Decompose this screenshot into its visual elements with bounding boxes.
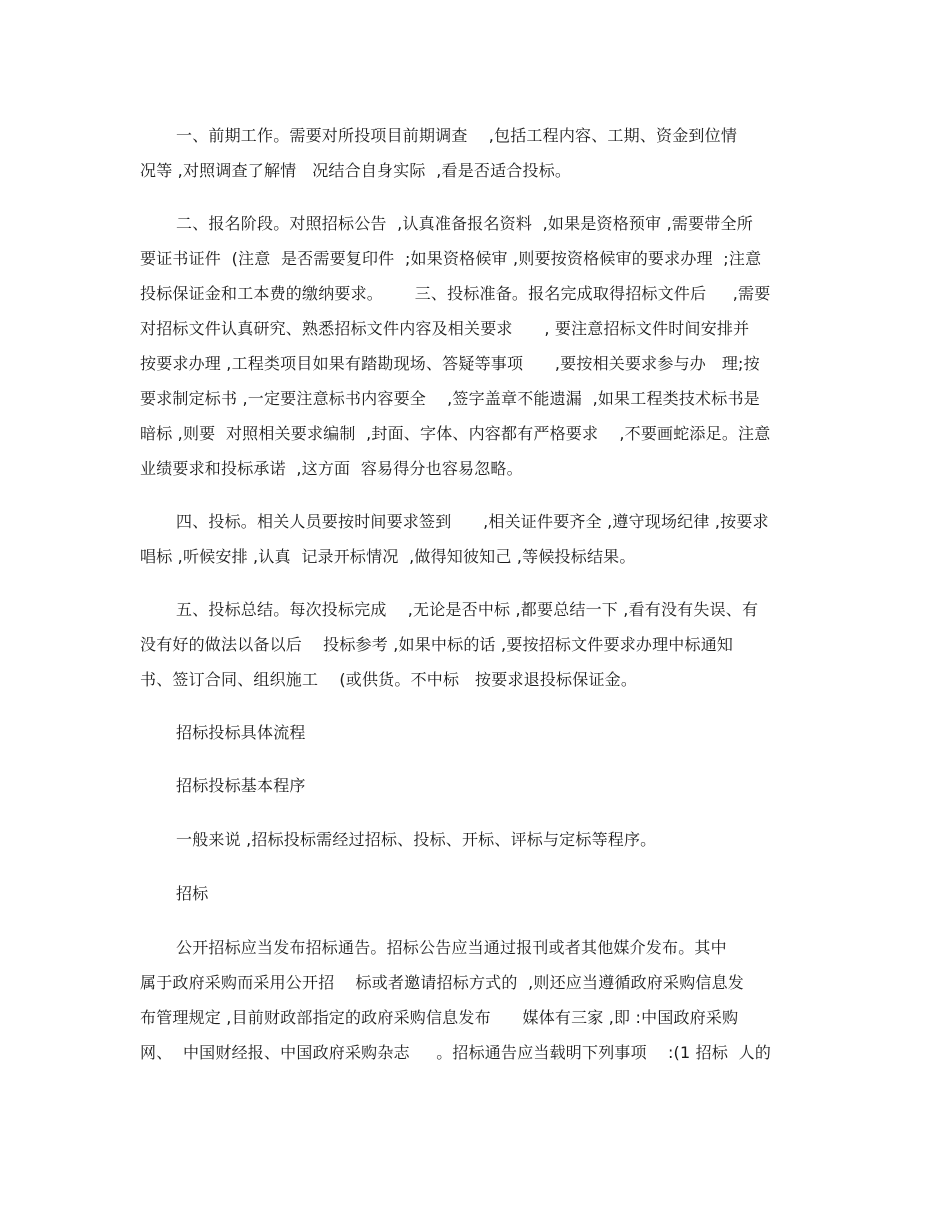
heading-bidding-process: 招标投标具体流程	[176, 723, 306, 742]
paragraph-2-line-1: 二、报名阶段。对照招标公告 ,认真准备报名资料 ,如果是资格预审 ,需要带全所	[176, 214, 753, 233]
paragraph-2-line-5: 按要求办理 ,工程类项目如果有踏勘现场、答疑等事项 ,要按相关要求参与办 理;按	[140, 354, 760, 373]
paragraph-general-intro: 一般来说 ,招标投标需经过招标、投标、开标、评标与定标等程序。	[176, 830, 657, 849]
paragraph-4-line-2: 没有好的做法以备以后 投标参考 ,如果中标的话 ,要按招标文件要求办理中标通知	[140, 635, 734, 654]
paragraph-1-line-2: 况等 ,对照调查了解情 况结合自身实际 ,看是否适合投标。	[140, 161, 572, 180]
paragraph-1-line-1: 一、前期工作。需要对所投项目前期调查 ,包括工程内容、工期、资金到位情	[176, 126, 738, 145]
heading-tendering: 招标	[176, 884, 209, 903]
paragraph-4-line-1: 五、投标总结。每次投标完成 ,无论是否中标 ,都要总结一下 ,看有没有失误、有	[176, 600, 759, 619]
paragraph-3-line-1: 四、投标。相关人员要按时间要求签到 ,相关证件要齐全 ,遵守现场纪律 ,按要求	[176, 512, 769, 531]
paragraph-9-line-2: 属于政府采购而采用公开招 标或者邀请招标方式的 ,则还应当遵循政府采购信息发	[140, 973, 745, 992]
paragraph-2-line-7: 暗标 ,则要 对照相关要求编制 ,封面、字体、内容都有严格要求 ,不要画蛇添足。注意	[140, 424, 771, 443]
paragraph-4-line-3: 书、签订合同、组织施工 (或供货。不中标 按要求退投标保证金。	[140, 670, 638, 689]
paragraph-3-line-2: 唱标 ,听候安排 ,认真 记录开标情况 ,做得知彼知己 ,等候投标结果。	[140, 547, 636, 566]
paragraph-9-line-4: 网、 中国财经报、中国政府采购杂志 。招标通告应当载明下列事项 :(1 招标 人的	[140, 1043, 772, 1062]
paragraph-2-line-4: 对招标文件认真研究、熟悉招标文件内容及相关要求 , 要注意招标文件时间安排并	[140, 319, 750, 338]
paragraph-9-line-1: 公开招标应当发布招标通告。招标公告应当通过报刊或者其他媒介发布。其中	[176, 938, 727, 957]
paragraph-2-line-2: 要证书证件 (注意 是否需要复印件 ;如果资格候审 ,则要按资格候审的要求办理 ;注意	[140, 249, 762, 268]
paragraph-9-line-3: 布管理规定 ,目前财政部指定的政府采购信息发布 媒体有三家 ,即 :中国政府采购	[140, 1008, 739, 1027]
heading-basic-procedure: 招标投标基本程序	[176, 776, 306, 795]
paragraph-2-line-3: 投标保证金和工本费的缴纳要求。 三、投标准备。报名完成取得招标文件后 ,需要	[140, 284, 771, 303]
paragraph-2-line-6: 要求制定标书 ,一定要注意标书内容要全 ,签字盖章不能遗漏 ,如果工程类技术标书是	[140, 389, 760, 408]
paragraph-2-line-8: 业绩要求和投标承诺 ,这方面 容易得分也容易忽略。	[140, 459, 523, 478]
